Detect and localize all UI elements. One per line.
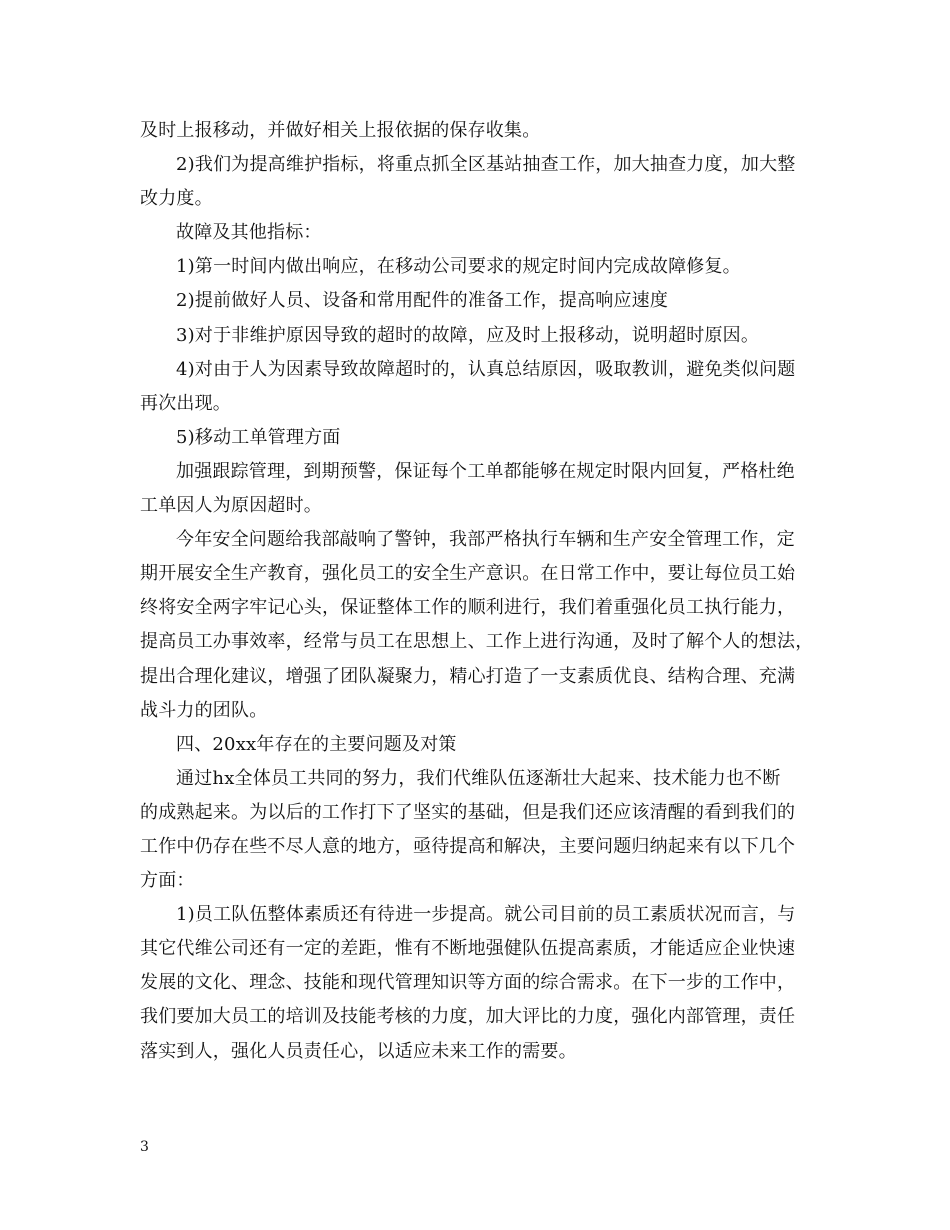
section-heading-fault-and-other-metrics: 故障及其他指标： — [176, 222, 322, 244]
text-line-3: 改力度。 — [140, 188, 213, 210]
text-line-11: 加强跟踪管理，到期预警，保证每个工单都能够在规定时限内回复，严格杜绝 — [176, 460, 795, 482]
text-line-12: 工单因人为原因超时。 — [140, 495, 322, 517]
text-line-17: 提出合理化建议，增强了团队凝聚力，精心打造了一支素质优良、结构合理、充满 — [140, 665, 796, 687]
text-line-18: 战斗力的团队。 — [140, 699, 268, 721]
page-number: 3 — [140, 1139, 149, 1155]
text-line-22: 工作中仍存在些不尽人意的地方，亟待提高和解决，主要问题归纳起来有以下几个 — [140, 835, 796, 857]
text-line-23: 方面： — [140, 870, 195, 892]
text-line-15: 终将安全两字牢记心头，保证整体工作的顺利进行，我们着重强化员工执行能力， — [140, 597, 796, 619]
text-line-1: 及时上报移动，并做好相关上报依据的保存收集。 — [140, 120, 541, 141]
text-line-13: 今年安全问题给我部敲响了警钟，我部严格执行车辆和生产安全管理工作，定 — [176, 529, 795, 551]
text-line-7: 3)对于非维护原因导致的超时的故障，应及时上报移动，说明超时原因。 — [176, 324, 760, 346]
text-line-6: 2)提前做好人员、设备和常用配件的准备工作，提高响应速度 — [176, 290, 669, 312]
section-heading-work-order-management: 5)移动工单管理方面 — [176, 426, 341, 448]
text-line-5: 1)第一时间内做出响应，在移动公司要求的规定时间内完成故障修复。 — [176, 256, 741, 278]
text-line-8: 4)对由于人为因素导致故障超时的，认真总结原因，吸取教训，避免类似问题 — [176, 358, 796, 380]
text-line-2: 2)我们为提高维护指标，将重点抓全区基站抽查工作，加大抽查力度，加大整 — [176, 154, 796, 176]
text-line-25: 其它代维公司还有一定的差距，惟有不断地强健队伍提高素质，才能适应企业快速 — [140, 938, 796, 960]
text-line-28: 落实到人，强化人员责任心，以适应未来工作的需要。 — [140, 1040, 577, 1062]
text-line-16: 提高员工办事效率，经常与员工在思想上、工作上进行沟通，及时了解个人的想法， — [140, 631, 814, 653]
text-line-24: 1)员工队伍整体素质还有待进一步提高。就公司目前的员工素质状况而言，与 — [176, 904, 796, 926]
document-body — [140, 114, 825, 1069]
text-line-21: 的成熟起来。为以后的工作打下了坚实的基础，但是我们还应该清醒的看到我们的 — [140, 801, 796, 823]
text-line-9: 再次出现。 — [140, 392, 231, 414]
text-line-20: 通过hx全体员工共同的努力，我们代维队伍逐渐壮大起来、技术能力也不断 — [176, 767, 781, 789]
text-line-27: 我们要加大员工的培训及技能考核的力度，加大评比的力度，强化内部管理，责任 — [140, 1006, 796, 1028]
section-heading-main-problems: 四、20xx年存在的主要问题及对策 — [176, 733, 457, 755]
text-line-14: 期开展安全生产教育，强化员工的安全生产意识。在日常工作中，要让每位员工始 — [140, 563, 796, 585]
text-line-26: 发展的文化、理念、技能和现代管理知识等方面的综合需求。在下一步的工作中， — [140, 972, 796, 994]
